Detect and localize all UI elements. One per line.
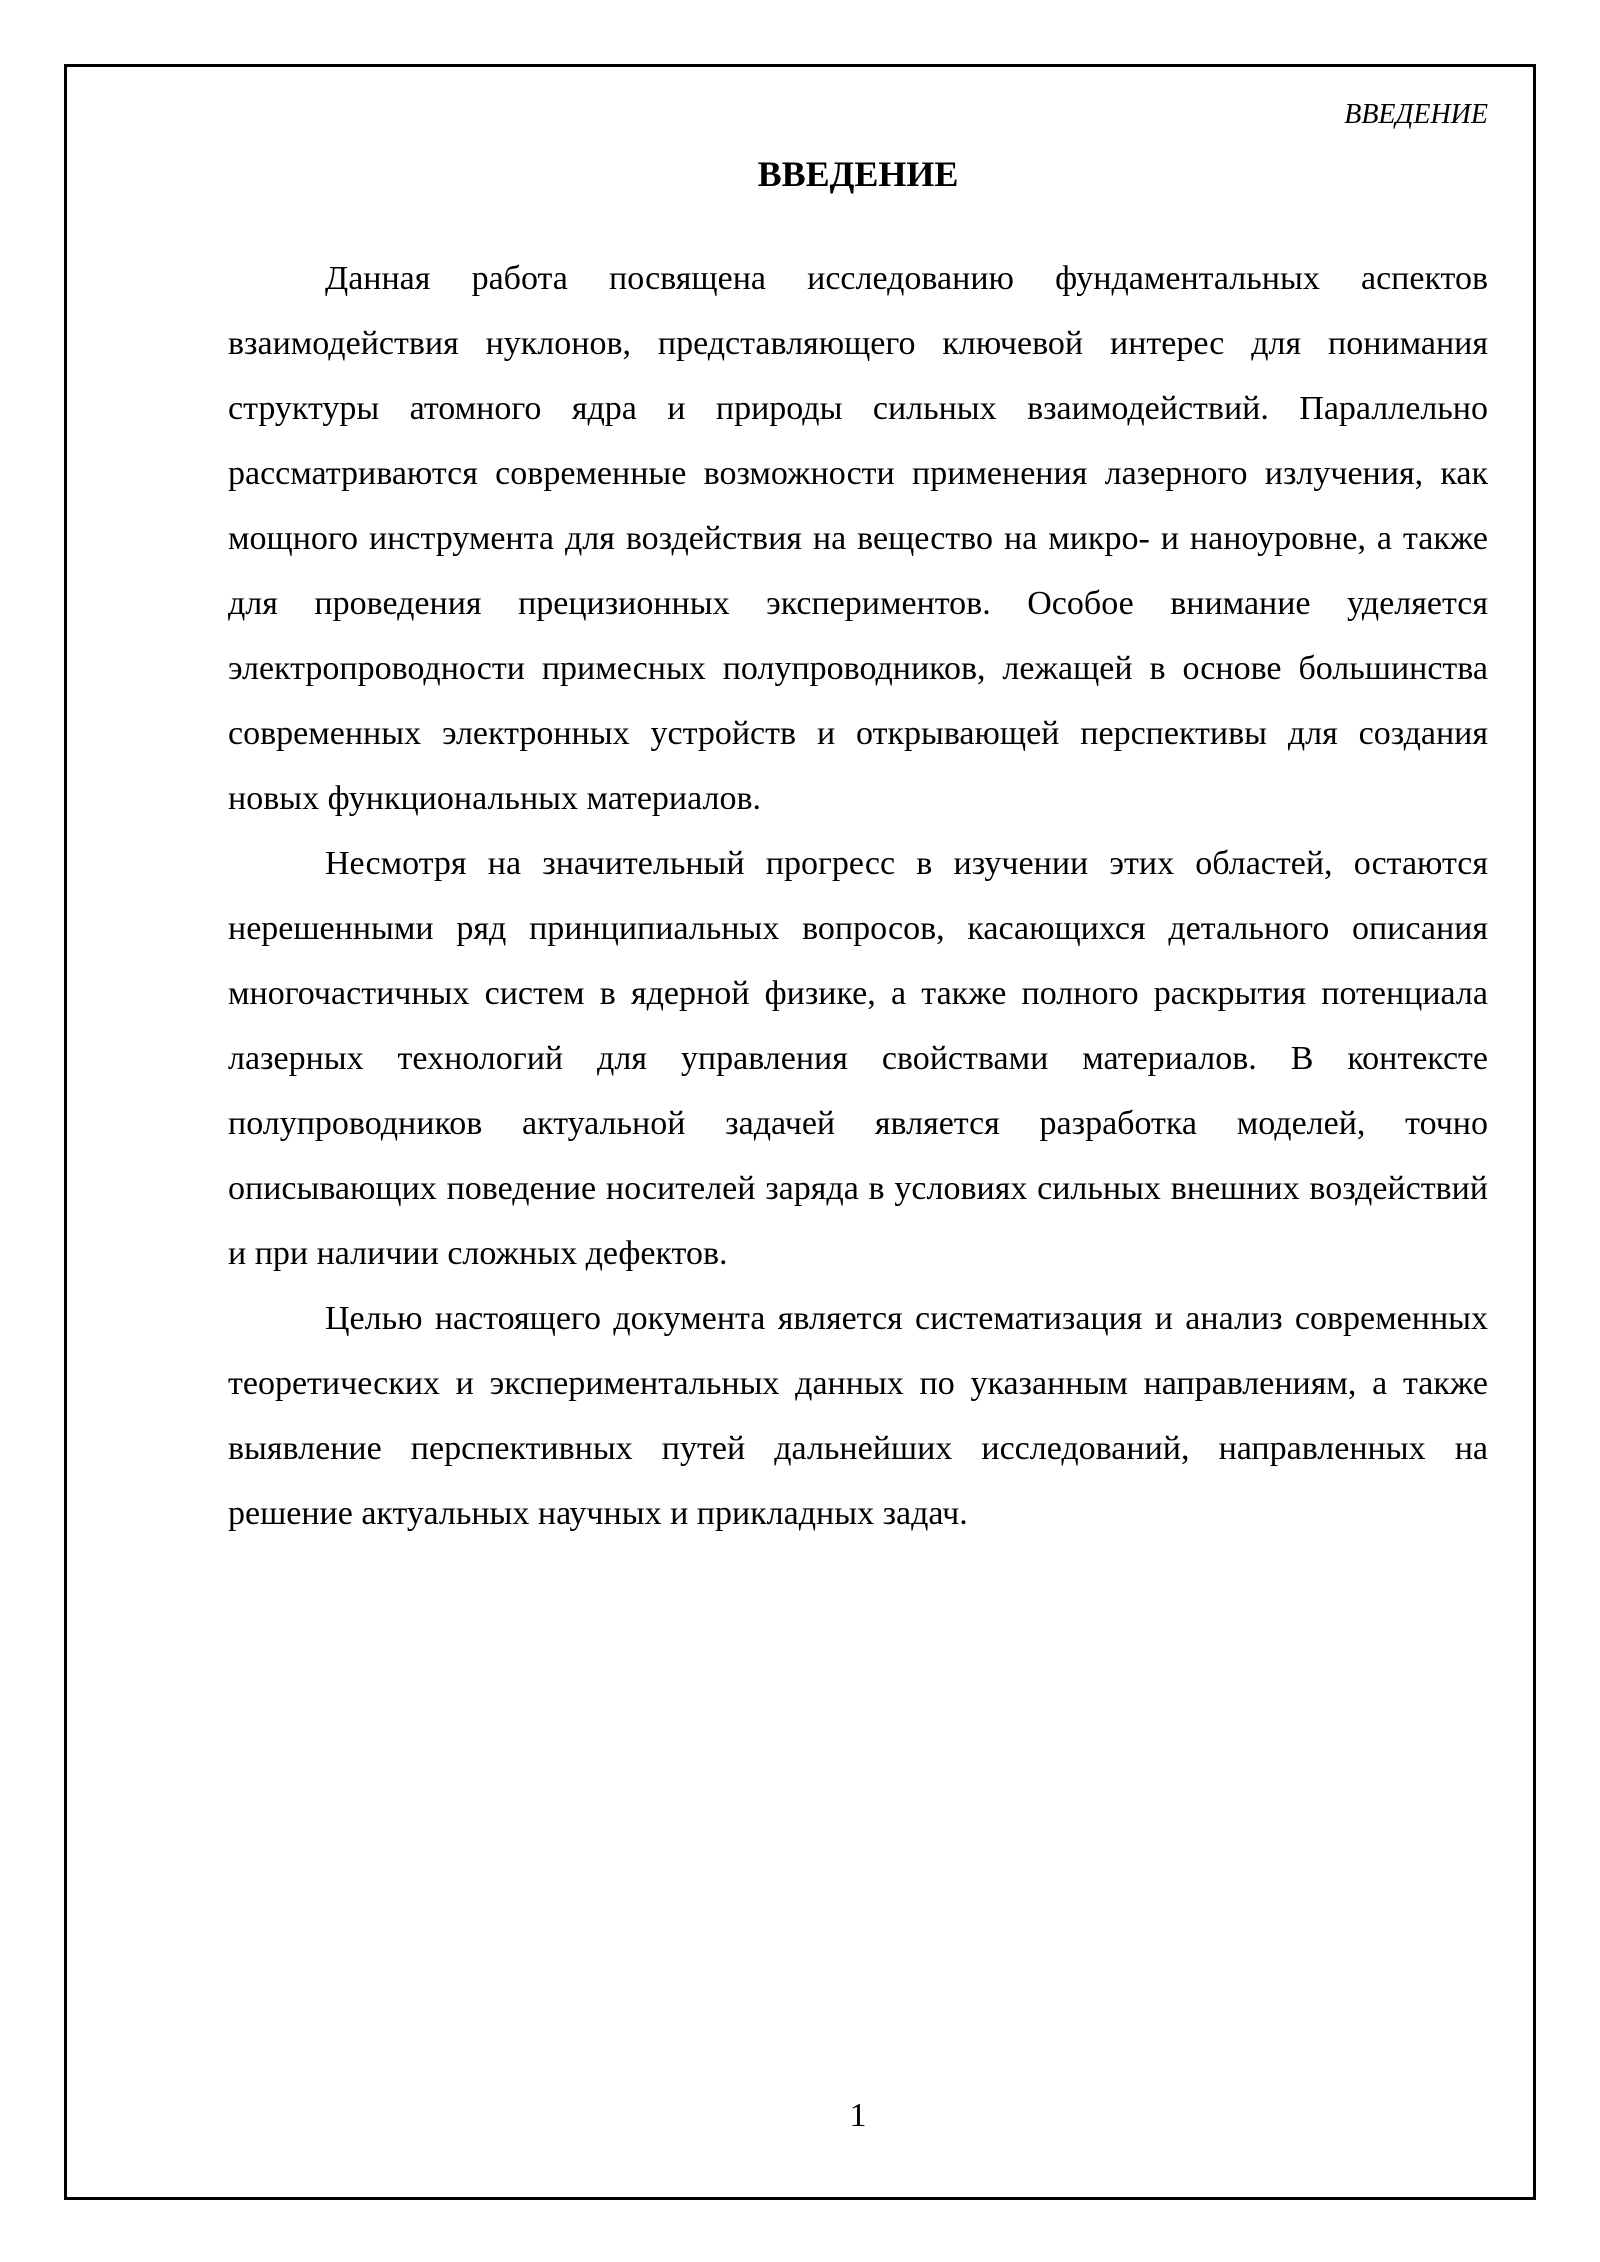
running-header: ВВЕДЕНИЕ [1344,99,1488,130]
paragraph: Целью настоящего документа является систематизация и анализ современных теоретических и экспериментальных данных по указанным направлениям, а также выявление перспективных путей дальнейших исследований, направленных на решение актуальных научных и прикладных задач. [228,1300,1488,1532]
page-title: ВВЕДЕНИЕ [757,154,959,194]
paragraph: Несмотря на значительный прогресс в изучении этих областей, остаются нерешенными ряд принципиальных вопросов, касающихся детального описания многочастичных систем в ядерной физике, а также полного раскрытия потенциала лазерных технологий для управления свойствами материалов. В контексте полупроводников актуальной задачей является разработка моделей, точно описывающих поведение носителей заряда в условиях сильных внешних воздействий и при наличии сложных дефектов. [228,845,1488,1272]
document-body [228,246,1488,1546]
page-number: 1 [849,2097,867,2134]
paragraph: Данная работа посвящена исследованию фундаментальных аспектов взаимодействия нуклонов, представляющего ключевой интерес для понимания структуры атомного ядра и природы сильных взаимодействий. Параллельно рассматриваются современные возможности применения лазерного излучения, как мощного инструмента для воздействия на вещество на микро- и наноуровне, а также для проведения прецизионных экспериментов. Особое внимание уделяется электропроводности примесных полупроводников, лежащей в основе большинства современных электронных устройств и открывающей перспективы для создания новых функциональных материалов. [228,260,1488,817]
